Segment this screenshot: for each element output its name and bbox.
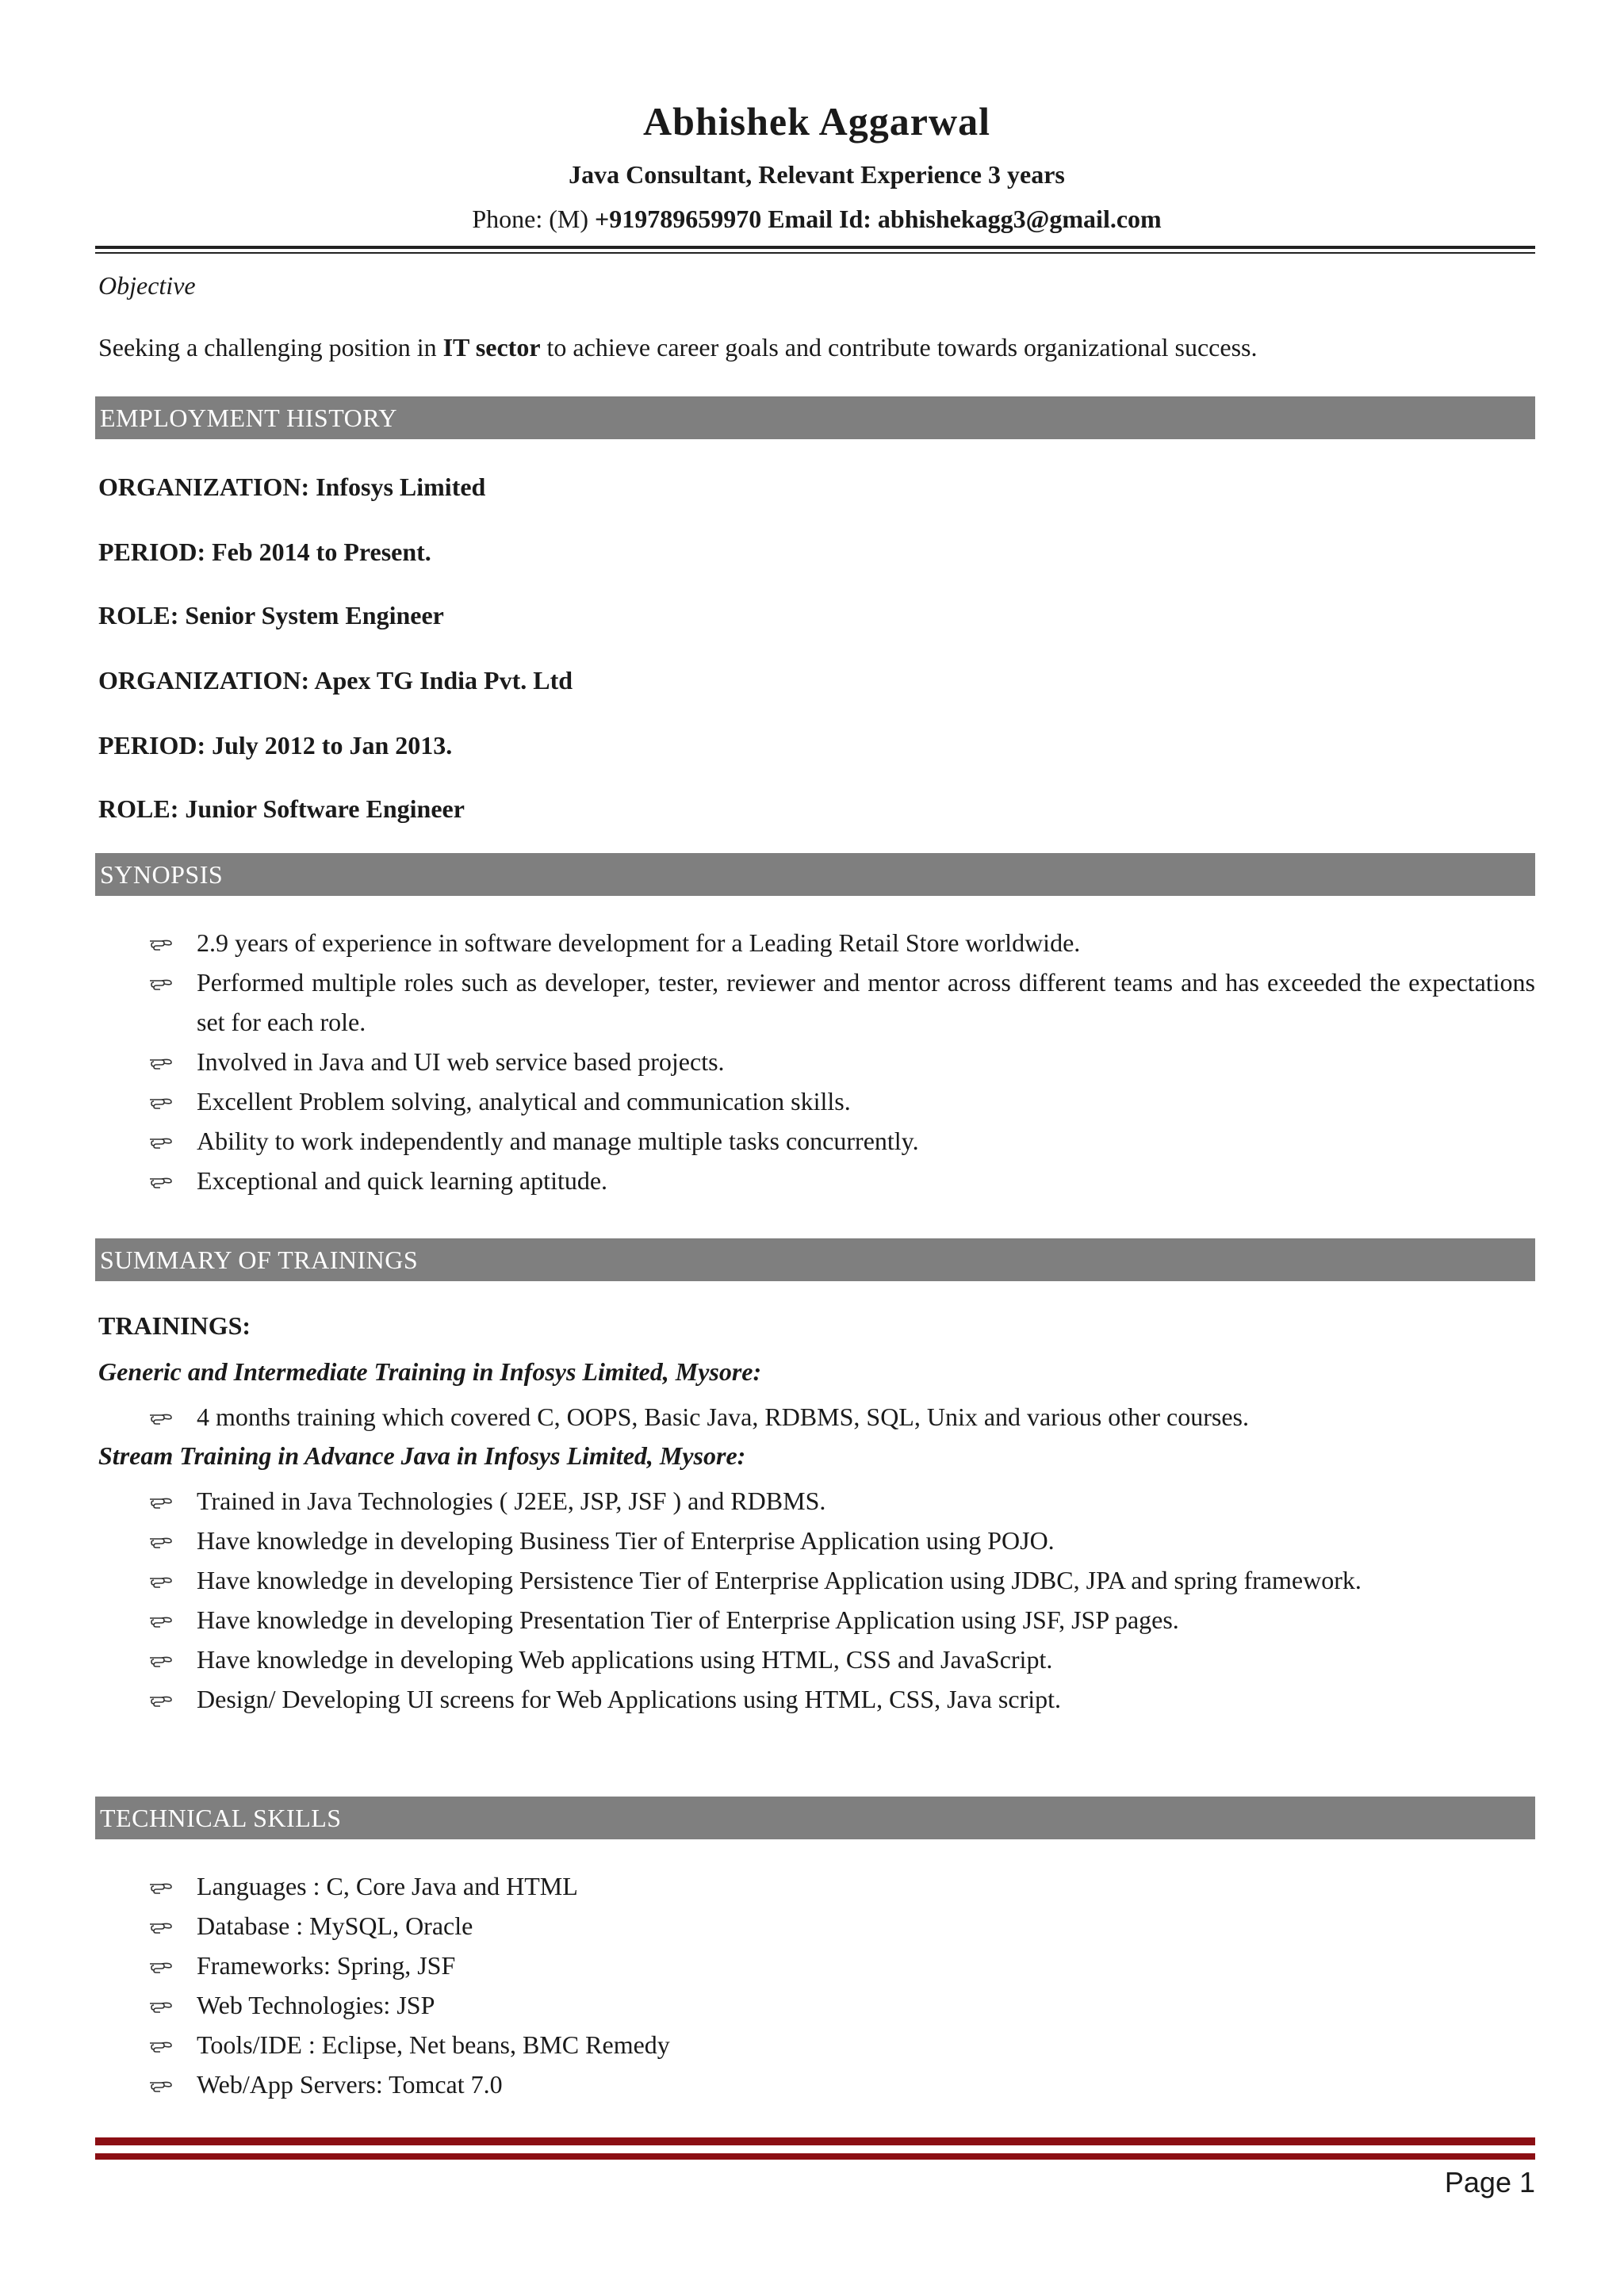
technical-skills-list xyxy=(98,1866,1535,2104)
section-employment-history: EMPLOYMENT HISTORY xyxy=(95,396,1535,439)
list-item xyxy=(98,1397,1535,1437)
employment-line: ORGANIZATION: Infosys Limited xyxy=(98,473,486,501)
employment-line: ROLE: Senior System Engineer xyxy=(98,601,444,629)
objective-text-after: to achieve career goals and contribute towards organizational success. xyxy=(540,333,1258,362)
contact-info xyxy=(98,201,1535,236)
list-item xyxy=(98,1600,1535,1640)
list-item xyxy=(98,923,1535,962)
list-item xyxy=(98,2025,1535,2064)
list-item-text: Languages : C, Core Java and HTML xyxy=(197,1872,578,1900)
list-item-text: Have knowledge in developing Business Tier of Enterprise Application using POJO. xyxy=(197,1526,1055,1555)
pointing-hand-icon xyxy=(149,1985,181,2025)
list-item xyxy=(98,962,1535,1042)
list-item-text: 2.9 years of experience in software development for a Leading Retail Store worldwide. xyxy=(197,928,1081,957)
list-item xyxy=(98,1906,1535,1946)
contact-details: +919789659970 Email Id: abhishekagg3@gmail.com xyxy=(594,205,1162,233)
employment-line: ROLE: Junior Software Engineer xyxy=(98,794,465,823)
list-item-text: Involved in Java and UI web service based projects. xyxy=(197,1047,725,1076)
list-item xyxy=(98,1640,1535,1679)
list-item-text: Design/ Developing UI screens for Web Applications using HTML, CSS, Java script. xyxy=(197,1685,1062,1713)
list-item-text: Tools/IDE : Eclipse, Net beans, BMC Remedy xyxy=(197,2030,670,2059)
list-item xyxy=(98,1679,1535,1719)
list-item xyxy=(98,1121,1535,1161)
pointing-hand-icon xyxy=(149,2064,181,2104)
pointing-hand-icon xyxy=(149,1600,181,1640)
list-item xyxy=(98,1866,1535,1906)
pointing-hand-icon xyxy=(149,962,181,1002)
candidate-title: Java Consultant, Relevant Experience 3 years xyxy=(569,160,1065,189)
trainings-subheading: TRAININGS: xyxy=(98,1311,251,1340)
employment-line: ORGANIZATION: Apex TG India Pvt. Ltd xyxy=(98,666,573,695)
list-item xyxy=(98,1521,1535,1560)
footer-rule-thin xyxy=(95,2153,1535,2160)
objective-text xyxy=(98,330,1535,365)
synopsis-list xyxy=(98,923,1535,1200)
pointing-hand-icon xyxy=(149,1161,181,1200)
list-item xyxy=(98,1481,1535,1521)
pointing-hand-icon xyxy=(149,1081,181,1121)
list-item-text: Have knowledge in developing Web applications using HTML, CSS and JavaScript. xyxy=(197,1645,1053,1674)
list-item-text: Web Technologies: JSP xyxy=(197,1991,435,2019)
pointing-hand-icon xyxy=(149,1946,181,1985)
section-technical-skills: TECHNICAL SKILLS xyxy=(95,1797,1535,1839)
candidate-name: Abhishek Aggarwal xyxy=(643,99,990,144)
list-item-text: Database : MySQL, Oracle xyxy=(197,1911,473,1940)
list-item-text: Exceptional and quick learning aptitude. xyxy=(197,1166,608,1195)
employment-line: PERIOD: July 2012 to Jan 2013. xyxy=(98,731,453,760)
list-item-text: Have knowledge in developing Presentation Tier of Enterprise Application using JSF, JSP pages. xyxy=(197,1605,1179,1634)
pointing-hand-icon xyxy=(149,1042,181,1081)
generic-training-list xyxy=(98,1397,1535,1437)
contact-prefix: Phone: (M) xyxy=(472,205,595,233)
objective-text-before: Seeking a challenging position in xyxy=(98,333,443,362)
list-item xyxy=(98,1946,1535,1985)
list-item xyxy=(98,1081,1535,1121)
generic-training-title: Generic and Intermediate Training in Infosys Limited, Mysore: xyxy=(98,1357,762,1386)
objective-text-bold: IT sector xyxy=(442,333,541,362)
list-item-text: Trained in Java Technologies ( J2EE, JSP, JSF ) and RDBMS. xyxy=(197,1487,826,1515)
list-item xyxy=(98,1985,1535,2025)
header-rule-thin xyxy=(95,252,1535,254)
list-item xyxy=(98,2064,1535,2104)
pointing-hand-icon xyxy=(149,1560,181,1600)
list-item xyxy=(98,1042,1535,1081)
objective-label: Objective xyxy=(98,271,196,300)
list-item-text: Ability to work independently and manage multiple tasks concurrently. xyxy=(197,1127,919,1155)
pointing-hand-icon xyxy=(149,1521,181,1560)
stream-training-list xyxy=(98,1481,1535,1719)
pointing-hand-icon xyxy=(149,923,181,962)
list-item-text: Web/App Servers: Tomcat 7.0 xyxy=(197,2070,503,2099)
pointing-hand-icon xyxy=(149,1906,181,1946)
list-item-text: Excellent Problem solving, analytical and communication skills. xyxy=(197,1087,851,1115)
pointing-hand-icon xyxy=(149,1121,181,1161)
pointing-hand-icon xyxy=(149,1397,181,1437)
header-rule-thick xyxy=(95,246,1535,249)
pointing-hand-icon xyxy=(149,1866,181,1906)
employment-line: PERIOD: Feb 2014 to Present. xyxy=(98,538,431,566)
pointing-hand-icon xyxy=(149,1640,181,1679)
section-summary-of-trainings: SUMMARY OF TRAININGS xyxy=(95,1238,1535,1281)
list-item-text: Have knowledge in developing Persistence Tier of Enterprise Application using JDBC, JPA and spring framework. xyxy=(197,1566,1362,1594)
list-item-text: Performed multiple roles such as developer, tester, reviewer and mentor across different teams and has exceeded the expectations set for each role. xyxy=(197,968,1535,1036)
list-item-text: 4 months training which covered C, OOPS, Basic Java, RDBMS, SQL, Unix and various other courses. xyxy=(197,1402,1249,1431)
resume-header xyxy=(98,94,1535,236)
pointing-hand-icon xyxy=(149,1481,181,1521)
list-item-text: Frameworks: Spring, JSF xyxy=(197,1951,456,1980)
pointing-hand-icon xyxy=(149,1679,181,1719)
footer-rule-thick xyxy=(95,2137,1535,2145)
section-synopsis: SYNOPSIS xyxy=(95,853,1535,896)
pointing-hand-icon xyxy=(149,2025,181,2064)
list-item xyxy=(98,1560,1535,1600)
page-number: Page 1 xyxy=(1444,2166,1535,2198)
list-item xyxy=(98,1161,1535,1200)
stream-training-title: Stream Training in Advance Java in Infosys Limited, Mysore: xyxy=(98,1441,746,1470)
